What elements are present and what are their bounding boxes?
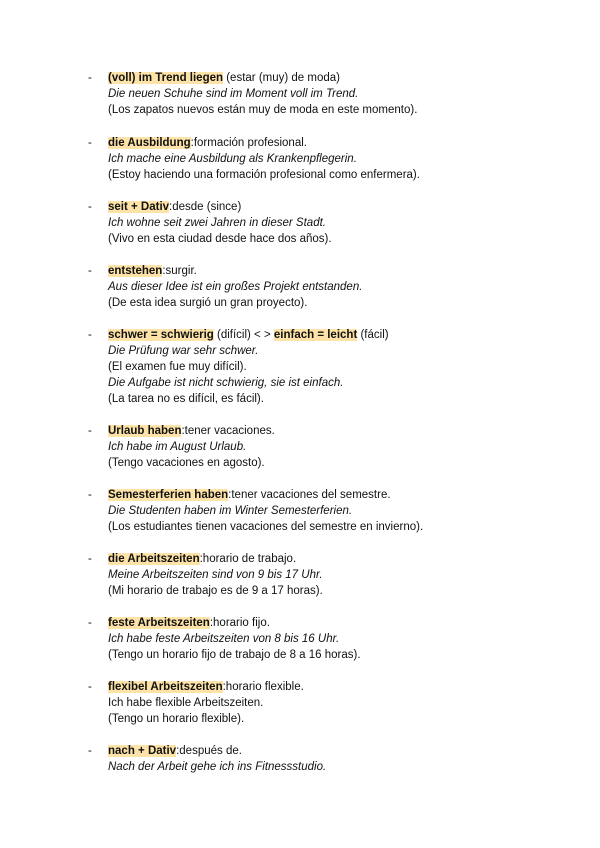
translation: (Estoy haciendo una formación profesional como enfermera).	[108, 169, 420, 181]
example-sentence: Ich mache eine Ausbildung als Krankenpflegerin.	[108, 153, 357, 165]
term-meaning: :después de.	[176, 745, 242, 757]
example-sentence: Die Prüfung war sehr schwer.	[108, 345, 259, 357]
entry-headline	[108, 199, 332, 215]
translation: (Mi horario de trabajo es de 9 a 17 horas).	[108, 585, 323, 597]
term-highlight: die Ausbildung	[108, 137, 191, 149]
term-highlight: feste Arbeitszeiten	[108, 617, 210, 629]
example-sentence: Meine Arbeitszeiten sind von 9 bis 17 Uhr.	[108, 569, 323, 581]
term-highlight: die Arbeitszeiten	[108, 553, 200, 565]
term-meaning: (estar (muy) de moda)	[223, 72, 340, 84]
list-dash: -	[88, 265, 92, 277]
term-highlight: seit + Dativ	[108, 201, 170, 213]
term-highlight: nach + Dativ	[108, 745, 177, 757]
translation: (El examen fue muy difícil).	[108, 361, 247, 373]
translation: (Tengo un horario fijo de trabajo de 8 a 16 horas).	[108, 649, 361, 661]
list-dash: -	[88, 425, 92, 437]
term-highlight: flexibel Arbeitszeiten	[108, 681, 223, 693]
list-dash: -	[88, 489, 92, 501]
example-sentence: Die Aufgabe ist nicht schwierig, sie ist einfach.	[108, 377, 344, 389]
entry-headline	[108, 679, 304, 695]
term-meaning: (fácil)	[357, 329, 389, 341]
translation: (Los estudiantes tienen vacaciones del semestre en invierno).	[108, 521, 424, 533]
example-sentence: Ich habe im August Urlaub.	[108, 441, 247, 453]
term-meaning: :formación profesional.	[190, 137, 307, 149]
term-highlight: einfach = leicht	[273, 329, 358, 341]
term-highlight: entstehen	[108, 265, 163, 277]
entry-headline	[108, 70, 417, 86]
term-meaning: :surgir.	[162, 265, 197, 277]
entry-headline	[108, 135, 420, 151]
list-dash: -	[88, 201, 92, 213]
entry-headline	[108, 487, 423, 503]
entry-headline	[108, 743, 326, 759]
list-dash: -	[88, 329, 92, 341]
list-dash: -	[88, 617, 92, 629]
term-highlight: Urlaub haben	[108, 425, 182, 437]
example-sentence: Nach der Arbeit gehe ich ins Fitnessstudio.	[108, 761, 327, 773]
entry-headline	[108, 423, 275, 439]
example-sentence: Aus dieser Idee ist ein großes Projekt entstanden.	[108, 281, 363, 293]
term-meaning: :horario flexible.	[222, 681, 304, 693]
list-dash: -	[88, 137, 92, 149]
example-sentence: Ich wohne seit zwei Jahren in dieser Stadt.	[108, 217, 326, 229]
example-sentence: Die Studenten haben im Winter Semesterferien.	[108, 505, 353, 517]
entry-headline	[108, 263, 362, 279]
example-sentence: Ich habe feste Arbeitszeiten von 8 bis 16 Uhr.	[108, 633, 340, 645]
term-meaning: :desde (since)	[169, 201, 242, 213]
translation: (Tengo vacaciones en agosto).	[108, 457, 265, 469]
entry-headline	[108, 327, 389, 343]
translation: (Tengo un horario flexible).	[108, 713, 245, 725]
entry-headline	[108, 551, 323, 567]
translation: (Los zapatos nuevos están muy de moda en este momento).	[108, 104, 418, 116]
example-sentence: Ich habe flexible Arbeitszeiten.	[108, 697, 264, 709]
term-highlight: schwer = schwierig	[108, 329, 214, 341]
list-dash: -	[88, 72, 92, 84]
term-meaning: (difícil) < >	[213, 329, 274, 341]
term-meaning: :horario fijo.	[209, 617, 270, 629]
entry-headline	[108, 615, 361, 631]
example-sentence: Die neuen Schuhe sind im Moment voll im Trend.	[108, 88, 359, 100]
term-highlight: (voll) im Trend liegen	[108, 72, 224, 84]
list-dash: -	[88, 745, 92, 757]
list-dash: -	[88, 553, 92, 565]
term-meaning: :tener vacaciones del semestre.	[228, 489, 391, 501]
term-highlight: Semesterferien haben	[108, 489, 229, 501]
term-meaning: :horario de trabajo.	[199, 553, 297, 565]
translation: (La tarea no es difícil, es fácil).	[108, 393, 264, 405]
translation: (Vivo en esta ciudad desde hace dos años).	[108, 233, 332, 245]
term-meaning: :tener vacaciones.	[181, 425, 275, 437]
translation: (De esta idea surgió un gran proyecto).	[108, 297, 308, 309]
list-dash: -	[88, 681, 92, 693]
